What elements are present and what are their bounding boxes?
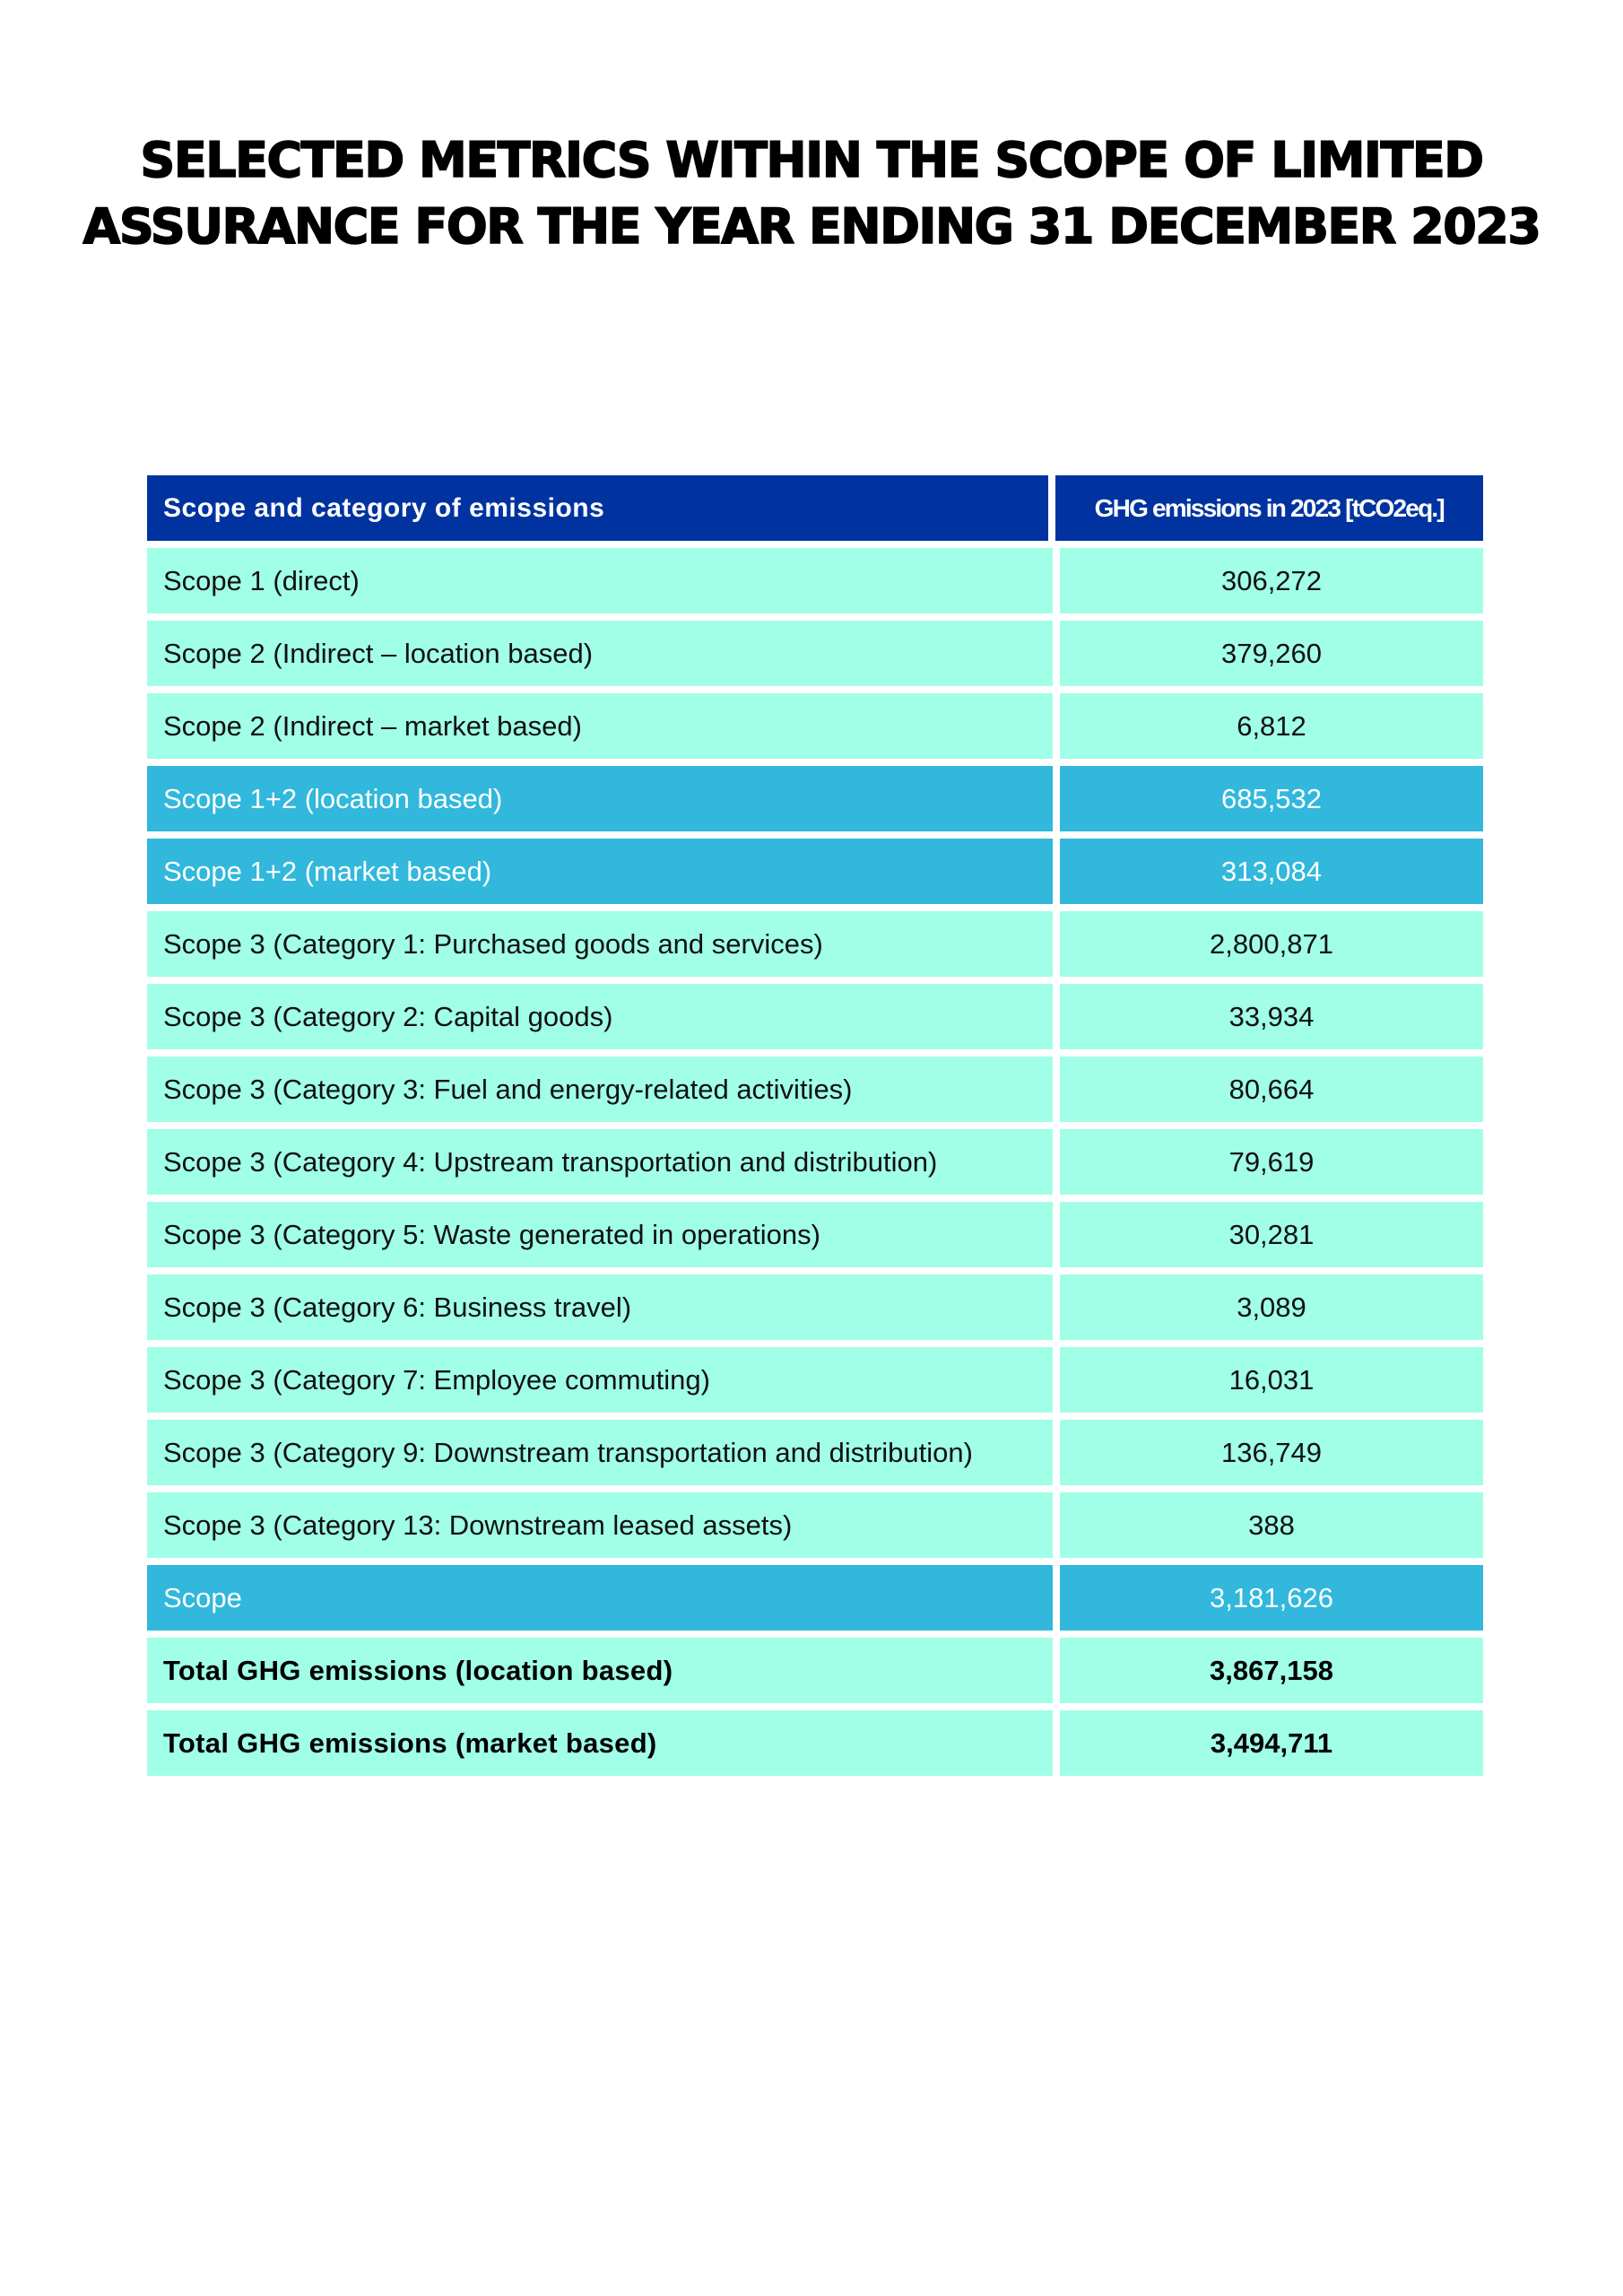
table-row (147, 1274, 1483, 1340)
table-row (147, 621, 1483, 686)
page-title (0, 127, 1623, 260)
table-row (147, 693, 1483, 759)
category-cell: Scope 3 (Category 13: Downstream leased assets) (147, 1492, 1053, 1558)
table-row (147, 1492, 1483, 1558)
category-cell: Scope 3 (Category 5: Waste generated in operations) (147, 1202, 1053, 1267)
subtotal-row (147, 766, 1483, 831)
value-cell: 3,181,626 (1060, 1565, 1483, 1631)
category-cell: Total GHG emissions (location based) (147, 1638, 1053, 1703)
value-cell: 2,800,871 (1060, 911, 1483, 977)
table-row (147, 1420, 1483, 1485)
emissions-table (147, 475, 1483, 1783)
subtotal-row (147, 839, 1483, 904)
category-cell: Scope (147, 1565, 1053, 1631)
category-cell: Scope 3 (Category 3: Fuel and energy-related activities) (147, 1057, 1053, 1122)
table-row (147, 1129, 1483, 1195)
category-cell: Scope 2 (Indirect – location based) (147, 621, 1053, 686)
value-cell: 6,812 (1060, 693, 1483, 759)
total-row (147, 1710, 1483, 1776)
value-cell: 3,089 (1060, 1274, 1483, 1340)
page-title-line-1: SELECTED METRICS WITHIN THE SCOPE OF LIMITED (140, 132, 1483, 188)
table-row (147, 548, 1483, 613)
table-header-row (147, 475, 1483, 541)
header-value-cell: GHG emissions in 2023 [tCO2eq.] (1055, 475, 1483, 541)
category-cell: Scope 1 (direct) (147, 548, 1053, 613)
category-cell: Scope 3 (Category 1: Purchased goods and services) (147, 911, 1053, 977)
table-row (147, 1347, 1483, 1413)
page-title-line-2: ASSURANCE FOR THE YEAR ENDING 31 DECEMBER 2023 (82, 198, 1541, 255)
value-cell: 33,934 (1060, 984, 1483, 1049)
category-cell: Scope 3 (Category 9: Downstream transportation and distribution) (147, 1420, 1053, 1485)
value-cell: 3,494,711 (1060, 1710, 1483, 1776)
total-row (147, 1638, 1483, 1703)
value-cell: 16,031 (1060, 1347, 1483, 1413)
table-row (147, 911, 1483, 977)
subtotal-row (147, 1565, 1483, 1631)
value-cell: 685,532 (1060, 766, 1483, 831)
value-cell: 3,867,158 (1060, 1638, 1483, 1703)
category-cell: Scope 3 (Category 4: Upstream transportation and distribution) (147, 1129, 1053, 1195)
category-cell: Scope 1+2 (market based) (147, 839, 1053, 904)
value-cell: 313,084 (1060, 839, 1483, 904)
value-cell: 136,749 (1060, 1420, 1483, 1485)
value-cell: 306,272 (1060, 548, 1483, 613)
category-cell: Total GHG emissions (market based) (147, 1710, 1053, 1776)
value-cell: 79,619 (1060, 1129, 1483, 1195)
value-cell: 80,664 (1060, 1057, 1483, 1122)
value-cell: 30,281 (1060, 1202, 1483, 1267)
value-cell: 388 (1060, 1492, 1483, 1558)
category-cell: Scope 1+2 (location based) (147, 766, 1053, 831)
table-row (147, 1057, 1483, 1122)
category-cell: Scope 3 (Category 7: Employee commuting) (147, 1347, 1053, 1413)
table-row (147, 1202, 1483, 1267)
value-cell: 379,260 (1060, 621, 1483, 686)
table-row (147, 984, 1483, 1049)
category-cell: Scope 2 (Indirect – market based) (147, 693, 1053, 759)
header-category-cell: Scope and category of emissions (147, 475, 1048, 541)
category-cell: Scope 3 (Category 2: Capital goods) (147, 984, 1053, 1049)
category-cell: Scope 3 (Category 6: Business travel) (147, 1274, 1053, 1340)
